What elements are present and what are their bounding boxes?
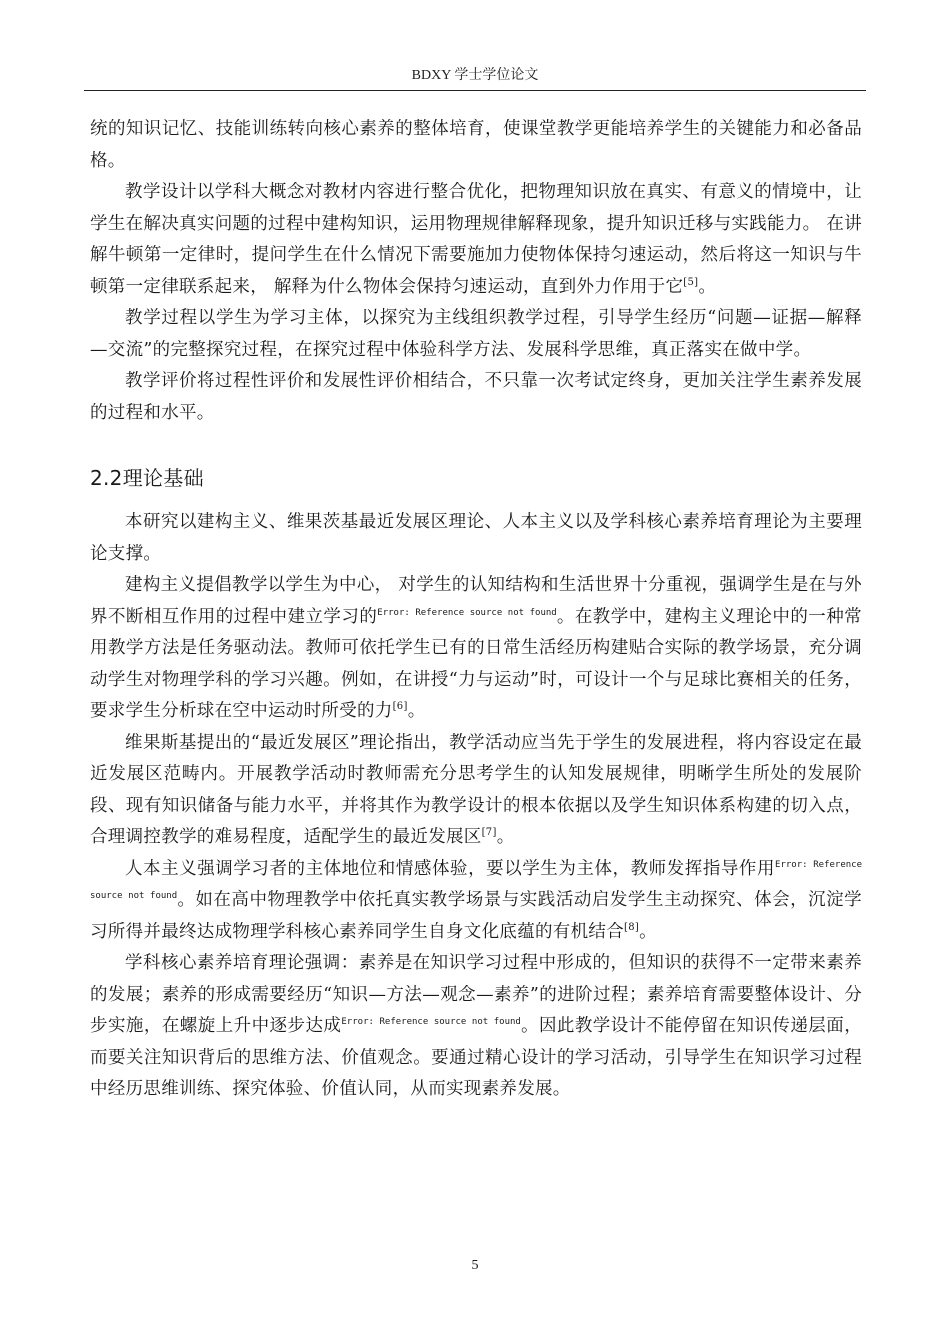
paragraph: 教学评价将过程性评价和发展性评价相结合，不只靠一次考试定终身，更加关注学生素养发展的过程和水平。 [90, 371, 862, 423]
paragraph: 学科核心素养培育理论强调：素养是在知识学习过程中形成的，但知识的获得不一定带来素养的发展；素养的形成需要经历“知识—方法—观念—素养”的进阶过程；素养培育需要整体设计、分步实施，在螺旋上升中逐步达成$^{Error: Reference source not found}$。因此教学设计不能停留在知识传递层面，而要关注知识背后的思维方法、价值观念。要通过精心设计的学习活动，引导学生在知识学习过程中经历思维训练、探究体验、价值认同，从而实现素养发展。 [90, 953, 862, 1099]
reference-error: Error: Reference source not found [90, 859, 862, 901]
section-heading: 2.2理论基础 [90, 466, 204, 490]
paragraph: 人本主义强调学习者的主体地位和情感体验，要以学生为主体，教师发挥指导作用$^{Error: Reference source not found}$。如在高中物理教学中依托真实教学场景与实践活动启发学生主动探究、体会，沉淀学习所得并最终达成物理学科核心素养同学生自身文化底蕴的有机结合[8]。 [90, 858, 862, 942]
paragraph: 教学设计以学科大概念对教材内容进行整合优化，把物理知识放在真实、有意义的情境中，让学生在解决真实问题的过程中建构知识，运用物理规律解释现象，提升知识迁移与实践能力。 在讲解牛顿第一定律时，提问学生在什么情况下需要施加力使物体保持匀速运动，然后将这一知识与牛顿第一定律联系起来， 解释为什么物体会保持匀速运动，直到外力作用于它[5]。 [90, 182, 862, 297]
header-rule [84, 90, 866, 91]
reference-error: Error: Reference source not found [341, 1017, 521, 1027]
citation: [8] [624, 921, 640, 933]
running-header: BDXY 学士学位论文 [411, 68, 539, 83]
paragraph: 本研究以建构主义、维果茨基最近发展区理论、人本主义以及学科核心素养培育理论为主要理论支撑。 [90, 512, 862, 564]
citation: [7] [481, 827, 497, 839]
paragraph: 建构主义提倡教学以学生为中心， 对学生的认知结构和生活世界十分重视，强调学生是在与外界不断相互作用的过程中建立学习的$^{Error: Reference source not found}$。在教学中，建构主义理论中的一种常用教学方法是任务驱动法。教师可依托学生已有的日常生活经历构建贴合实际的教学场景，充分调动学生对物理学科的学习兴趣。例如，在讲授“力与运动”时，可设计一个与足球比赛相关的任务，要求学生分析球在空中运动时所受的力[6]。 [90, 575, 862, 721]
reference-error: Error: Reference source not found [377, 607, 557, 618]
citation: [6] [392, 701, 408, 713]
body-text [90, 114, 862, 1106]
citation: [5] [683, 276, 699, 288]
paragraph: 维果斯基提出的“最近发展区”理论指出，教学活动应当先于学生的发展进程，将内容设定在最近发展区范畴内。开展教学活动时教师需充分思考学生的认知发展规律，明晰学生所处的发展阶段、现有知识储备与能力水平，并将其作为教学设计的根本依据以及学生知识体系构建的切入点，合理调控教学的难易程度，适配学生的最近发展区[7]。 [90, 732, 862, 847]
page-number: 5 [471, 1258, 479, 1273]
paragraph: 教学过程以学生为学习主体，以探究为主线组织教学过程，引导学生经历“问题—证据—解释—交流”的完整探究过程，在探究过程中体验科学方法、发展科学思维，真正落实在做中学。 [90, 308, 862, 360]
paragraph-continued: 统的知识记忆、技能训练转向核心素养的整体培育，使课堂教学更能培养学生的关键能力和必备品格。 [90, 119, 862, 171]
